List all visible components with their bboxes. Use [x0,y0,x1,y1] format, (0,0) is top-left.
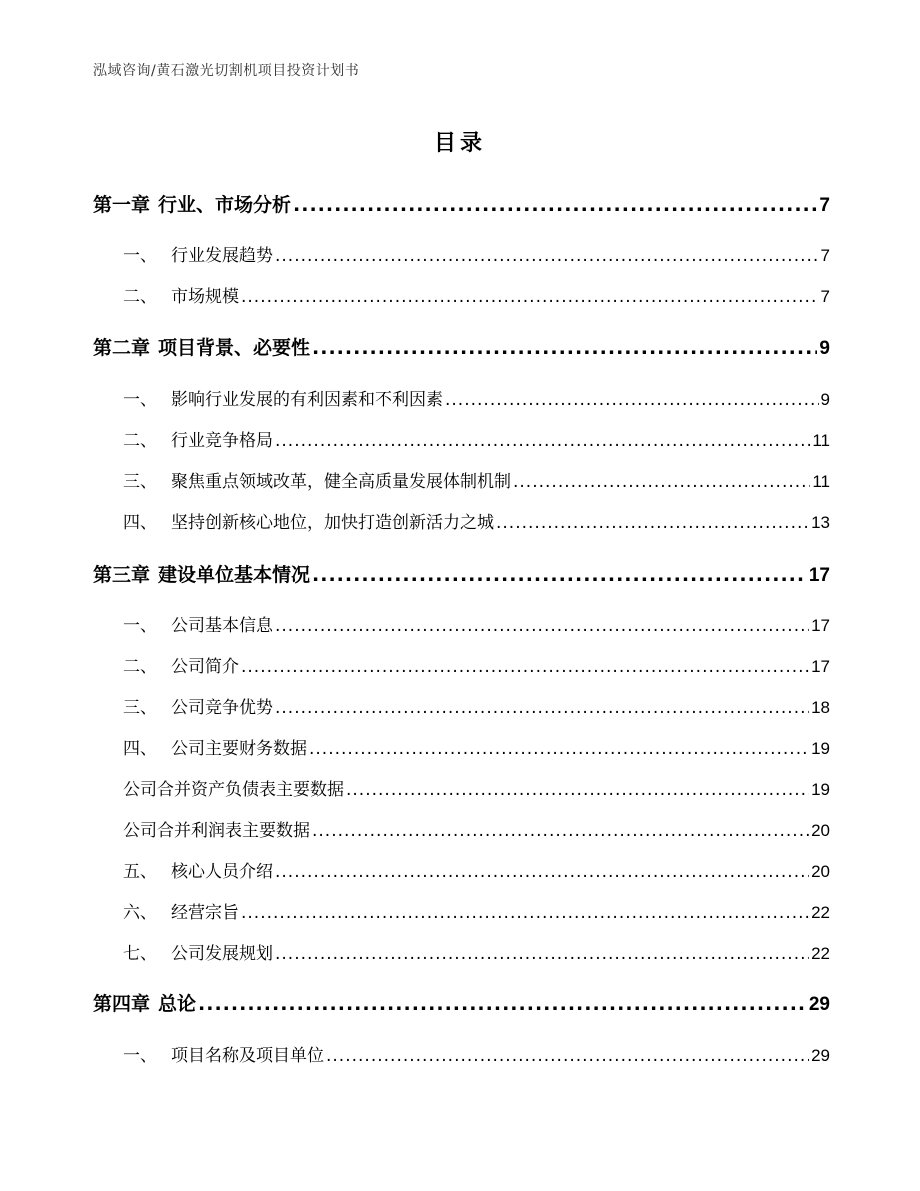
toc-entry-section[interactable] [123,939,830,964]
toc-leader-dots [496,513,809,533]
toc-leader-dots [513,472,810,492]
toc-entry-section[interactable] [123,652,830,677]
toc-entry-label [93,560,310,587]
toc-leader-dots [346,780,809,800]
toc-entry-section[interactable] [123,282,830,307]
toc-entry-number: 四、 [123,739,157,759]
toc-entry-label [123,1041,324,1066]
toc-entry-number: 三、 [123,698,157,718]
toc-leader-dots [275,698,809,718]
toc-entry-label [123,693,273,718]
toc-entry-number: 三、 [123,472,157,492]
toc-entry-page: 9 [820,390,830,409]
toc-leader-dots [326,1046,809,1066]
toc-leader-dots [309,739,809,759]
toc-entry-number: 六、 [123,903,157,923]
toc-entry-page: 17 [811,616,830,635]
toc-entry-section[interactable] [123,734,830,759]
toc-entry-label [93,333,310,360]
toc-leader-dots [275,246,819,266]
toc-entry-number: 第二章 [93,337,151,359]
toc-entry-page: 13 [811,513,830,532]
toc-entry-text: 行业、市场分析 [158,194,292,216]
toc-entry-page: 20 [811,821,830,840]
toc-leader-dots [275,616,809,636]
toc-entry-number: 二、 [123,431,157,451]
toc-entry-page: 17 [808,565,830,586]
toc-entry-label [123,734,307,759]
toc-entry-label [123,282,239,307]
toc-entry-page: 18 [811,698,830,717]
toc-entry-text: 经营宗旨 [171,903,239,923]
toc-entry-chapter-4[interactable] [93,989,830,1016]
toc-leader-dots [445,390,819,410]
toc-entry-section[interactable] [123,508,830,533]
toc-entry-text: 项目背景、必要性 [158,337,311,359]
toc-entry-number: 一、 [123,390,157,410]
toc-entry-text: 公司合并利润表主要数据 [123,821,310,841]
toc-entry-text: 影响行业发展的有利因素和不利因素 [171,390,443,410]
toc-entry-text: 公司竞争优势 [171,698,273,718]
toc-entry-section[interactable] [123,1041,830,1066]
toc-entry-label [123,898,239,923]
toc-entry-label [123,857,273,882]
toc-entry-label [123,775,344,800]
toc-entry-section[interactable] [123,241,830,266]
toc-entry-number: 一、 [123,616,157,636]
toc-entry-text: 聚焦重点领域改革，健全高质量发展体制机制 [171,472,511,492]
toc-entry-subsection[interactable] [123,816,830,841]
toc-entry-label [123,816,310,841]
toc-leader-dots [275,431,810,451]
toc-entry-label [93,989,196,1016]
toc-entry-label [93,190,291,217]
toc-entry-page: 19 [811,739,830,758]
toc-entry-text: 项目名称及项目单位 [171,1046,324,1066]
toc-entry-page: 19 [811,780,830,799]
toc-leader-dots [312,337,817,359]
toc-entry-number: 四、 [123,513,157,533]
toc-entry-label [123,939,273,964]
toc-entry-section[interactable] [123,857,830,882]
toc-entry-page: 17 [811,657,830,676]
toc-entry-text: 建设单位基本情况 [158,564,311,586]
toc-leader-dots [275,862,809,882]
toc-entry-page: 7 [819,195,830,216]
toc-entry-page: 7 [820,246,830,265]
toc-entry-page: 29 [811,1046,830,1065]
toc-entry-page: 20 [811,862,830,881]
toc-entry-chapter-3[interactable] [93,560,830,587]
toc-leader-dots [241,657,809,677]
toc-entry-label [123,652,239,677]
toc-entry-text: 行业竞争格局 [171,431,273,451]
toc-entry-text: 市场规模 [171,287,239,307]
toc-entry-subsection[interactable] [123,775,830,800]
toc-entry-text: 公司基本信息 [171,616,273,636]
toc-leader-dots [293,194,817,216]
page-header: 泓域咨询/黄石激光切割机项目投资计划书 [93,63,360,79]
toc-title: 目录 [433,131,486,156]
toc-entry-text: 核心人员介绍 [171,862,273,882]
toc-entry-label [123,467,511,492]
toc-entry-section[interactable] [123,426,830,451]
toc-leader-dots [312,821,809,841]
toc-entry-number: 第一章 [93,194,151,216]
toc-entry-section[interactable] [123,611,830,636]
toc-entry-text: 公司主要财务数据 [171,739,307,759]
toc-entry-page: 7 [820,287,830,306]
toc-leader-dots [241,287,819,307]
toc-entry-number: 五、 [123,862,157,882]
toc-entry-chapter-2[interactable] [93,333,830,360]
toc-entry-text: 总论 [158,993,197,1015]
toc-entry-number: 二、 [123,657,157,677]
toc-entry-chapter-1[interactable] [93,190,830,217]
toc-entry-section[interactable] [123,693,830,718]
toc-entry-page: 29 [808,994,830,1015]
toc-entry-text: 公司简介 [171,657,239,677]
toc-leader-dots [312,564,807,586]
toc-entry-text: 坚持创新核心地位，加快打造创新活力之城 [171,513,494,533]
toc-entry-section[interactable] [123,898,830,923]
toc-entry-page: 11 [812,472,830,491]
toc-entry-label [123,385,443,410]
toc-entry-text: 公司合并资产负债表主要数据 [123,780,344,800]
toc-entry-number: 一、 [123,246,157,266]
toc-entry-section[interactable] [123,385,830,410]
toc-entry-page: 22 [811,903,830,922]
toc-leader-dots [241,903,809,923]
toc-entry-page: 11 [812,431,830,450]
toc-entry-label [123,241,273,266]
toc-entry-number: 一、 [123,1046,157,1066]
toc-entry-number: 七、 [123,944,157,964]
toc-entry-text: 行业发展趋势 [171,246,273,266]
toc-entry-text: 公司发展规划 [171,944,273,964]
toc-entry-label [123,426,273,451]
toc-leader-dots [275,944,809,964]
toc-entry-page: 9 [819,338,830,359]
toc-entry-section[interactable] [123,467,830,492]
toc-entry-label [123,611,273,636]
toc-entry-label [123,508,494,533]
toc-entry-number: 第四章 [93,993,151,1015]
toc-leader-dots [198,993,807,1015]
toc-entry-number: 第三章 [93,564,151,586]
toc-entry-page: 22 [811,944,830,963]
toc-entry-number: 二、 [123,287,157,307]
